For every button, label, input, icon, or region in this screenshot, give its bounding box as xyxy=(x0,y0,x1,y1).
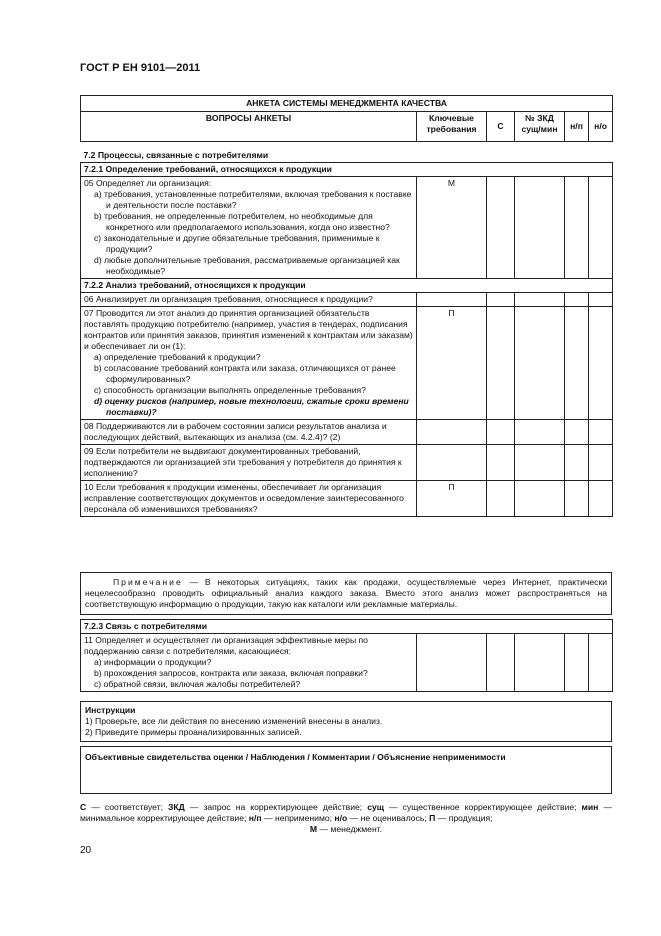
question-07-item-d: d) оценку рисков (например, новые технологии, сжатые сроки времени поставки)? xyxy=(94,396,409,417)
question-05-lead: 05 Определяет ли организация: xyxy=(84,178,212,188)
question-05-zkd-cell[interactable] xyxy=(515,177,565,279)
question-11-key xyxy=(417,634,487,692)
question-11-no-cell[interactable] xyxy=(589,634,613,692)
question-11-item-a: а) информации о продукции? xyxy=(94,657,212,667)
col-c-header: С xyxy=(487,112,515,142)
col-np-header: н/п xyxy=(565,112,589,142)
note-text xyxy=(81,573,612,615)
question-05-item-a: а) требования, установленные потребителями, включая требования к поставке и деятельности после поставки? xyxy=(94,189,412,210)
question-09-key xyxy=(417,445,487,481)
question-05-c-cell[interactable] xyxy=(487,177,515,279)
instruction-item-1: 1) Проверьте, все ли действия по внесению изменений внесены в анализ. xyxy=(85,716,383,726)
question-05-np-cell[interactable] xyxy=(565,177,589,279)
question-10-zkd-cell[interactable] xyxy=(515,481,565,517)
question-07 xyxy=(81,307,417,420)
legend-text-c: — соответствует; xyxy=(86,802,169,812)
question-07-item-b: b) согласование требований контракта или заказа, отличающихся от ранее сформулированных? xyxy=(94,363,396,384)
question-05-key: М xyxy=(417,177,487,279)
questionnaire-table xyxy=(80,95,613,517)
legend-abbr-m: М xyxy=(309,824,318,834)
question-11 xyxy=(81,634,417,692)
question-09-c-cell[interactable] xyxy=(487,445,515,481)
evidence-title[interactable]: Объективные свидетельства оценки / Наблюдения / Комментарии / Объяснение неприменимости xyxy=(81,747,612,794)
col-zkd-header: № ЗКД сущ/мин xyxy=(515,112,565,142)
question-07-item-c: с) способность организации выполнять определенные требования? xyxy=(94,385,366,395)
col-key-requirements-header: Ключевые требования xyxy=(417,112,487,142)
legend-text-m: — менеджмент. xyxy=(317,824,383,834)
question-09-np-cell[interactable] xyxy=(565,445,589,481)
question-07-np-cell[interactable] xyxy=(565,307,589,420)
question-07-item-a: а) определение требований к продукции? xyxy=(94,352,261,362)
question-06: 06 Анализирует ли организация требования, относящиеся к продукции? xyxy=(81,293,417,307)
question-10-np-cell[interactable] xyxy=(565,481,589,517)
legend-abbr-p: П xyxy=(429,813,436,823)
question-05 xyxy=(81,177,417,279)
question-05-item-c: с) законодательные и другие обязательные требования, применимые к продукции? xyxy=(94,233,380,254)
legend-text-sushch: — существенное корректирующее действие; xyxy=(384,802,582,812)
question-09-zkd-cell[interactable] xyxy=(515,445,565,481)
communication-table xyxy=(80,619,613,692)
question-07-no-cell[interactable] xyxy=(589,307,613,420)
question-08-c-cell[interactable] xyxy=(487,420,515,445)
question-10-c-cell[interactable] xyxy=(487,481,515,517)
question-06-no-cell[interactable] xyxy=(589,293,613,307)
question-11-zkd-cell[interactable] xyxy=(515,634,565,692)
question-05-item-d: d) любые дополнительные требования, рассматриваемые организацией как необходимые? xyxy=(94,255,400,276)
section-7-2-2: 7.2.2 Анализ требований, относящихся к продукции xyxy=(81,279,613,293)
legend-text-min: — минимальное корректирующее действие; xyxy=(80,802,613,823)
question-11-c-cell[interactable] xyxy=(487,634,515,692)
legend-abbr-np: н/п xyxy=(248,813,262,823)
legend-abbr-min: мин xyxy=(581,802,599,812)
question-07-lead: 07 Проводится ли этот анализ до принятия организацией обязательств поставлять продукцию потребителю (например, участия в тендерах, подписания контрактов или принятия заказов, принятия изменений к контрактам или заказам) и обеспечивает ли он (1): xyxy=(84,308,413,351)
instruction-item-2: 2) Приведите примеры проанализированных записей. xyxy=(85,727,302,737)
document-header: ГОСТ Р ЕН 9101—2011 xyxy=(80,62,201,74)
question-07-key: П xyxy=(417,307,487,420)
question-11-item-b: b) прохождения запросов, контракта или заказа, включая поправки? xyxy=(94,668,368,678)
question-06-c-cell[interactable] xyxy=(487,293,515,307)
question-08-zkd-cell[interactable] xyxy=(515,420,565,445)
question-11-lead: 11 Определяет и осуществляет ли организация эффективные меры по поддержанию связи с потребителями, касающиеся: xyxy=(84,635,368,656)
instructions-title: Инструкции xyxy=(85,705,136,715)
question-06-key xyxy=(417,293,487,307)
legend-abbr-zkd: ЗКД xyxy=(168,802,185,812)
legend xyxy=(80,802,612,835)
question-08-np-cell[interactable] xyxy=(565,420,589,445)
section-7-2: 7.2 Процессы, связанные с потребителями xyxy=(81,142,613,163)
legend-text-p: — продукция; xyxy=(435,813,493,823)
question-10-no-cell[interactable] xyxy=(589,481,613,517)
note-body: — В некоторых ситуациях, таких как продажи, осуществляемые через Интернет, практически нецелесообразно проводить официальный анализ каждого заказа. Вместо этого анализ может распространяться на соответствующую информацию о продукции, такую как каталоги или рекламные материалы. xyxy=(85,577,607,609)
col-questions-header: ВОПРОСЫ АНКЕТЫ xyxy=(81,112,417,142)
question-10-key: П xyxy=(417,481,487,517)
question-11-np-cell[interactable] xyxy=(565,634,589,692)
legend-text-no: — не оценивалось; xyxy=(347,813,430,823)
note-box xyxy=(80,572,612,615)
legend-abbr-c: С xyxy=(80,802,87,812)
evidence-box xyxy=(80,746,612,794)
question-11-item-c: с) обратной связи, включая жалобы потребителей? xyxy=(94,679,301,689)
note-label: Примечание xyxy=(113,577,183,587)
question-06-np-cell[interactable] xyxy=(565,293,589,307)
instructions-cell xyxy=(81,702,612,742)
page-number: 20 xyxy=(80,845,92,856)
legend-text-np: — неприменимо; xyxy=(261,813,335,823)
question-05-item-b: b) требования, не определенные потребителем, но необходимые для конкретного или предполагаемого использования, когда оно известно? xyxy=(94,211,390,232)
table-title: АНКЕТА СИСТЕМЫ МЕНЕДЖМЕНТА КАЧЕСТВА xyxy=(81,96,613,112)
question-08-no-cell[interactable] xyxy=(589,420,613,445)
question-05-no-cell[interactable] xyxy=(589,177,613,279)
legend-text-zkd: — запрос на корректирующее действие; xyxy=(184,802,368,812)
question-07-c-cell[interactable] xyxy=(487,307,515,420)
question-07-zkd-cell[interactable] xyxy=(515,307,565,420)
col-no-header: н/о xyxy=(589,112,613,142)
question-06-zkd-cell[interactable] xyxy=(515,293,565,307)
question-08: 08 Поддерживаются ли в рабочем состоянии записи результатов анализа и последующих действий, вытекающих из анализа (см. 4.2.4)? (2) xyxy=(81,420,417,445)
legend-abbr-no: н/о xyxy=(334,813,348,823)
instructions-box xyxy=(80,701,612,742)
section-7-2-3: 7.2.3 Связь с потребителями xyxy=(81,620,613,634)
section-7-2-1: 7.2.1 Определение требований, относящихся к продукции xyxy=(81,163,613,177)
question-10: 10 Если требования к продукции изменены, обеспечивает ли организация исправление соответствующих документов и осведомление заинтересованного персонала об изменившихся требованиях? xyxy=(81,481,417,517)
question-09: 09 Если потребители не выдвигают документированных требований, подтверждаются ли организацией эти требования у потребителя до принятия к исполнению? xyxy=(81,445,417,481)
question-09-no-cell[interactable] xyxy=(589,445,613,481)
question-08-key xyxy=(417,420,487,445)
legend-abbr-sushch: сущ xyxy=(367,802,385,812)
